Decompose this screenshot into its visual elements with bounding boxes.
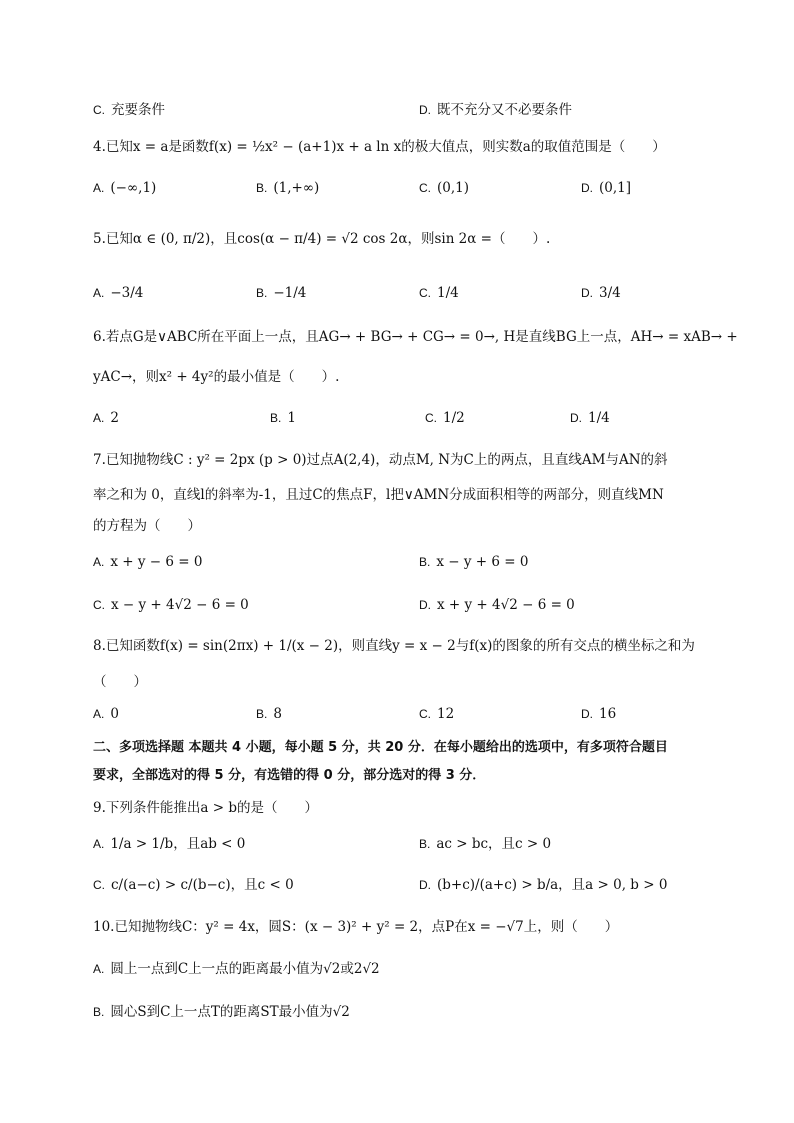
q9-option-d (419, 875, 667, 895)
option-label: C. (419, 286, 431, 300)
option-text: −1/4 (273, 285, 307, 301)
option-label: A. (93, 837, 105, 851)
q5-option-a (93, 283, 143, 303)
option-label: A. (93, 286, 105, 300)
option-text: x + y + 4√2 − 6 = 0 (437, 597, 575, 613)
option-text: ac > bc，且c > 0 (436, 836, 552, 852)
q5-option-d (581, 283, 621, 303)
q8-option-b (256, 704, 282, 724)
option-label: D. (419, 103, 431, 117)
option-label: D. (419, 878, 431, 892)
q7-option-b (419, 552, 528, 572)
option-label: D. (581, 707, 593, 721)
q4-stem: 4.已知x = a是函数f(x) = ½x² − (a+1)x + a ln x的极大值点，则实数a的取值范围是（ ） (93, 139, 666, 155)
q6-option-d (570, 408, 610, 428)
option-label: A. (93, 555, 105, 569)
option-label: A. (93, 181, 105, 195)
option-label: B. (419, 837, 431, 851)
q9-option-a (93, 834, 245, 854)
q9-option-c (93, 875, 294, 895)
option-text: x − y + 6 = 0 (436, 554, 529, 570)
q8-option-d (581, 704, 616, 724)
q10-option-a (93, 959, 380, 979)
q9-stem: 9.下列条件能推出a > b的是（ ） (93, 800, 318, 816)
q7-option-d (419, 595, 575, 615)
section2-heading-line1: 二、多项选择题 本题共 4 小题，每小题 5 分，共 20 分．在每小题给出的选项中，有多项符合题目 (93, 740, 668, 755)
option-label: C. (425, 411, 437, 425)
option-label: D. (419, 598, 431, 612)
option-label: B. (270, 411, 282, 425)
option-text: c/(a−c) > c/(b−c)，且c < 0 (111, 877, 294, 893)
option-label: C. (93, 598, 105, 612)
option-text: 1/2 (443, 410, 465, 426)
q7-stem-line3: 的方程为（ ） (93, 518, 201, 534)
q5-option-b (256, 283, 306, 303)
q4-option-d (581, 178, 631, 198)
option-text: −3/4 (110, 285, 144, 301)
q6-stem-line1: 6.若点G是∨ABC所在平面上一点，且AG→ + BG→ + CG→ = 0→, H是直线BG上一点，AH→ = xAB→ + (93, 329, 738, 345)
q4-option-a (93, 178, 156, 198)
q7-option-c (93, 595, 249, 615)
q4-option-b (256, 178, 319, 198)
option-text: 16 (599, 706, 617, 722)
option-label: B. (256, 286, 268, 300)
option-text: x + y − 6 = 0 (110, 554, 203, 570)
option-text: (−∞,1) (110, 180, 157, 196)
option-text: (0,1) (437, 180, 470, 196)
q3-option-c (93, 100, 165, 120)
q4-option-c (419, 178, 469, 198)
option-text: 圆心S到C上一点T的距离ST最小值为√2 (110, 1004, 350, 1020)
option-label: A. (93, 411, 105, 425)
option-text: 1/a > 1/b，且ab < 0 (110, 836, 246, 852)
option-text: 2 (110, 410, 119, 426)
q6-option-a (93, 408, 119, 428)
option-label: D. (581, 181, 593, 195)
option-label: A. (93, 707, 105, 721)
q6-option-b (270, 408, 296, 428)
option-label: B. (256, 707, 268, 721)
option-label: B. (256, 181, 268, 195)
option-text: 8 (273, 706, 282, 722)
option-label: C. (419, 181, 431, 195)
q10-stem: 10.已知抛物线C：y² = 4x，圆S：(x − 3)² + y² = 2，点P在x = −√7上，则（ ） (93, 919, 619, 935)
option-text: 1/4 (588, 410, 610, 426)
option-label: C. (419, 707, 431, 721)
option-text: x − y + 4√2 − 6 = 0 (111, 597, 249, 613)
q7-stem-line2: 率之和为 0，直线l的斜率为-1，且过C的焦点F，l把∨AMN分成面积相等的两部分，则直线MN (93, 487, 664, 503)
q3-option-d (419, 100, 572, 120)
q6-option-c (425, 408, 465, 428)
q8-stem-line1: 8.已知函数f(x) = sin(2πx) + 1/(x − 2)，则直线y = x − 2与f(x)的图象的所有交点的横坐标之和为 (93, 638, 695, 654)
option-text: 充要条件 (111, 102, 165, 118)
q8-option-c (419, 704, 454, 724)
option-text: 圆上一点到C上一点的距离最小值为√2或2√2 (110, 961, 380, 977)
option-text: (b+c)/(a+c) > b/a，且a > 0, b > 0 (437, 877, 668, 893)
option-text: (1,+∞) (273, 180, 320, 196)
q8-option-a (93, 704, 119, 724)
option-text: 1 (287, 410, 296, 426)
option-label: D. (570, 411, 582, 425)
q7-option-a (93, 552, 202, 572)
option-label: C. (93, 878, 105, 892)
option-label: C. (93, 103, 105, 117)
q9-option-b (419, 834, 551, 854)
option-text: 12 (437, 706, 455, 722)
option-text: 0 (110, 706, 119, 722)
q6-stem-line2: yAC→，则x² + 4y²的最小值是（ ）. (93, 369, 340, 385)
option-text: 既不充分又不必要条件 (437, 102, 572, 118)
option-label: B. (93, 1005, 105, 1019)
option-label: D. (581, 286, 593, 300)
section2-heading-line2: 要求，全部选对的得 5 分，有选错的得 0 分，部分选对的得 3 分． (93, 768, 486, 783)
q8-stem-line2: （ ） (93, 674, 147, 690)
option-text: 3/4 (599, 285, 621, 301)
q7-stem-line1: 7.已知抛物线C : y² = 2px (p > 0)过点A(2,4)，动点M, N为C上的两点，且直线AM与AN的斜 (93, 452, 668, 468)
option-label: A. (93, 962, 105, 976)
q5-option-c (419, 283, 459, 303)
option-text: (0,1] (599, 180, 632, 196)
option-label: B. (419, 555, 431, 569)
option-text: 1/4 (437, 285, 459, 301)
q5-stem: 5.已知α ∈ (0, π/2)，且cos(α − π/4) = √2 cos 2α，则sin 2α =（ ）. (93, 231, 551, 247)
q10-option-b (93, 1002, 350, 1022)
